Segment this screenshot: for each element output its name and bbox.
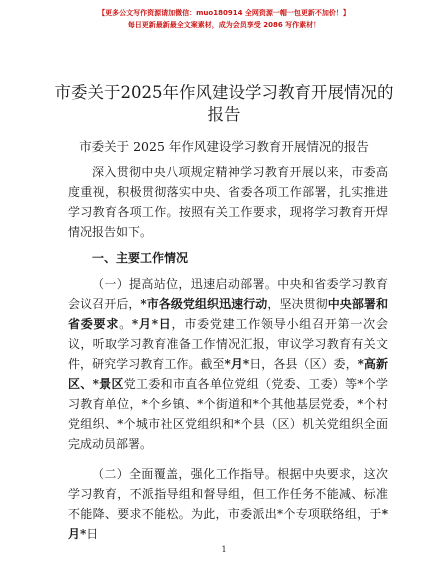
intro-paragraph: 深入贯彻中央八项规定精神学习教育开展以来，市委高度重视，积极贯彻落实中央、省委各项工作部署，扎实推进学习教育各项工作。按照有关工作要求，现将学习教育开焊情况报告如下。 xyxy=(68,165,388,239)
document-title-line-2: 报告 xyxy=(207,105,241,124)
section-heading: 一、主要工作情况 xyxy=(92,251,189,265)
document-subtitle: 市委关于 2025 年作风建设学习教育开展情况的报告 xyxy=(79,139,369,154)
document-body xyxy=(68,162,388,544)
section-paragraph-1: （一）提高站位，迅速启动部署。中央和省委学习教育会议召开后，*市各级党组织迅速行动，坚决贯彻中央部署和省委要求。*月*日，市委党建工作领导小组召开第一次会议，听取学习教育准备工作情况汇报，审议学习教育有关文件，研究学习教育工作。截至*月*日，各县（区）委，*高新区、*景区党工委和市直各单位党组（党委、工委）等*个学习教育单位，*个乡镇、*个街道和*个其他基层党委，*个村党组织、*个城市社区党组织和*个县（区）机关党组织全面完成动员部署。 xyxy=(68,277,388,451)
promo-banner-line-1: 【更多公文写作资源请加微信：muo180914 全网资源一帽一包更新不加价！】 xyxy=(98,9,350,17)
promo-banner-line-2: 每日更新最新最全文案素材，成为会员享受 2086 写作素材！ xyxy=(127,21,321,29)
section-paragraph-2: （二）全面覆盖，强化工作指导。根据中央要求，这次学习教育，不派指导组和督导组，但工作任务不能减、标准不能降、要求不能松。为此，市委派出*个专项联络组，于*月*日 xyxy=(68,467,388,541)
document-title-line-1: 市委关于2025年作风建设学习教育开展情况的 xyxy=(54,83,394,102)
page-number: 1 xyxy=(221,545,227,554)
